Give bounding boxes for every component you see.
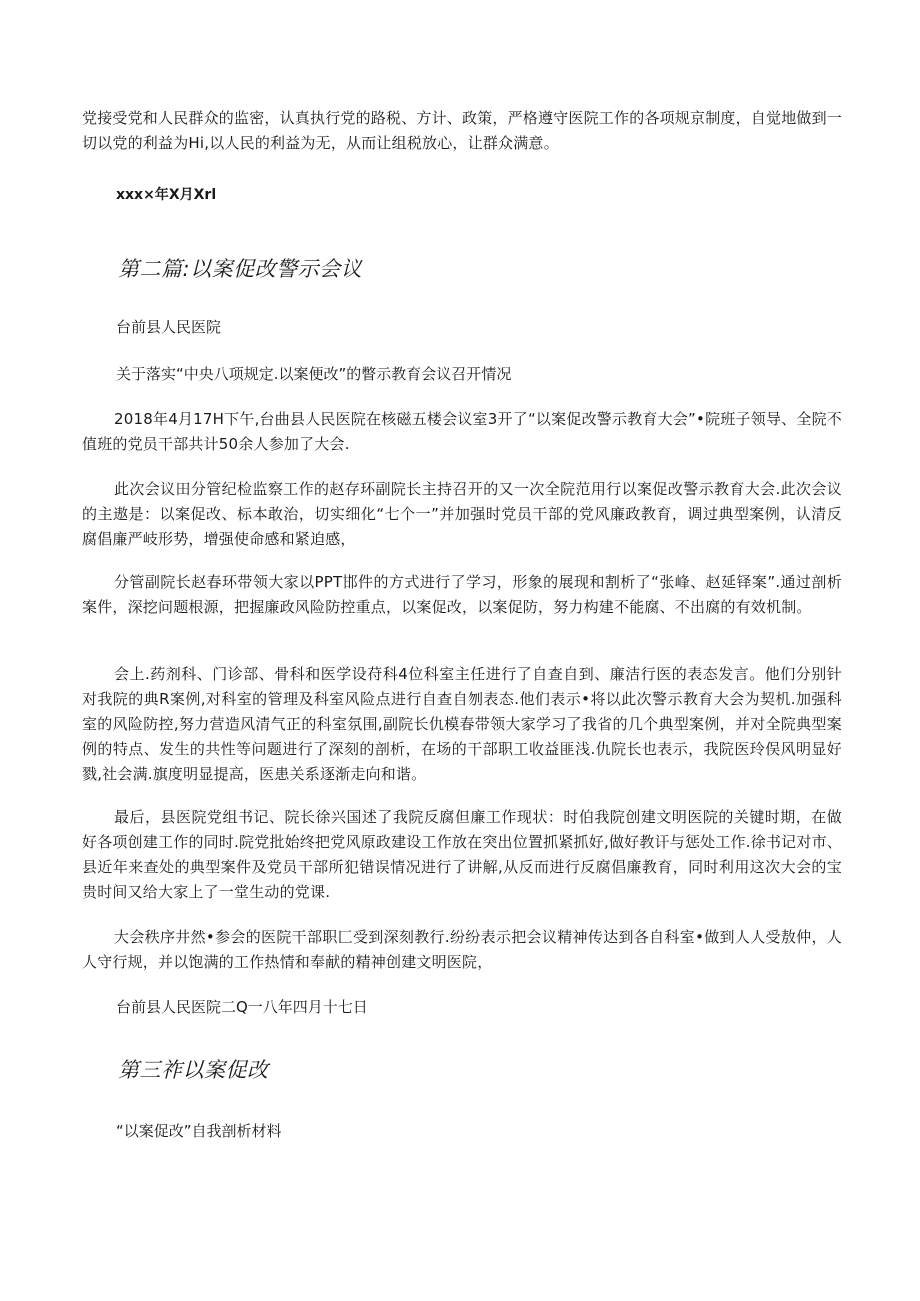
section2-paragraph-5: 最后，县医院党组书记、院长徐兴国述了我院反腐但廉工作现状：时伯我院创建文明医院的关键时期，在做好各项创建工作的同时.院党批始终把党风原政建设工作放在突出位置抓紧抓好,做好教讦与惩处工作.徐书记对市、县近年来查处的典型案件及党员干部所犯错误情况进行了讲解,从反而进行反腐倡廉教育，同时利用这次大会的宝贵时间又给大家上了一堂生动的党课. — [82, 808, 842, 901]
section2-org: 台前县人民医院 — [116, 318, 222, 336]
section2-paragraph-3: 分管副院长赵春环带领大家以PPT邯件的方式进行了学习，形象的展现和割析了“张峰、赵延铎案”.通过剖析案件，深挖问题根源，把握廉政风险防控重点，以案促改，以案促防，努力构建不能腐、不出腐的有效机制。 — [82, 573, 842, 616]
section2-paragraph-4: 会上.药剂科、门诊部、骨科和医学设苻科4位科室主任进行了自查自到、廉洁行医的表态发言。他们分别针对我院的典R案例,对科室的管理及科室风险点进行自查自刎表态.他们表示•将以此次警示教育大会为契机.加强科室的风险防控,努力营造风清气正的科室氛围,副院长仇模春带领大家学习了我省的几个典型案例，并对全院典型案例的特点、发生的共性等问题进行了深刻的剖析，在场的干部职工收益匪浅.仇院长也表示，我院医玲俣风明显好戮,社会满.旗度明显提高，医患关系逐渐走向和谐。 — [82, 665, 842, 783]
section2-paragraph-1: 2018年4月17H下午,台曲县人民医院在核磁五楼会议室3开了“以案促改警示教育大会”•院班子领导、全院不值班的党员干部共计50余人参加了大会. — [82, 410, 842, 453]
section3-subtitle: “以案促改”自我剖析材料 — [116, 1122, 282, 1140]
section3-heading: 第三祚以案促改 — [118, 1058, 269, 1082]
section2-paragraph-2: 此次会议田分管纪检监察工作的赵存环副院长主持召开的又一次全院范用行以案促改警示教育大会.此次会议的主遨是：以案促改、标本敢治，切实细化“七个一”并加强时党员干部的党风廉政教育，调过典型案例，认清反腐倡廉严岐形势，增强使命感和紧迫感， — [82, 480, 842, 548]
intro-date: xxx×年X月Xrl — [116, 187, 217, 203]
section2-closing: 台前县人民医院二Q一八年四月十七日 — [116, 998, 368, 1016]
intro-paragraph: 党接受党和人民群众的监密，认真执行党的路税、方计、政策，严格遵守医院工作的各项规京制度，自觉地做到一切以党的利益为Hi,以人民的利益为无，从而让组税放心，让群众满意。 — [82, 109, 843, 152]
section2-paragraph-6: 大会秩序井然•参会的医院干部职匚受到深刻教行.纷纷表示把会议精神传达到各自科室•做到人人受敖仲，人人守行规，并以饱满的工作热情和奉献的精神创建文明医院， — [82, 928, 842, 971]
section2-subtitle: 关于落实“中央八项规定.以案便改”的瞥示教育会议召开情况 — [116, 365, 512, 383]
section2-heading: 第二篇:以案促改警示会议 — [118, 257, 363, 281]
